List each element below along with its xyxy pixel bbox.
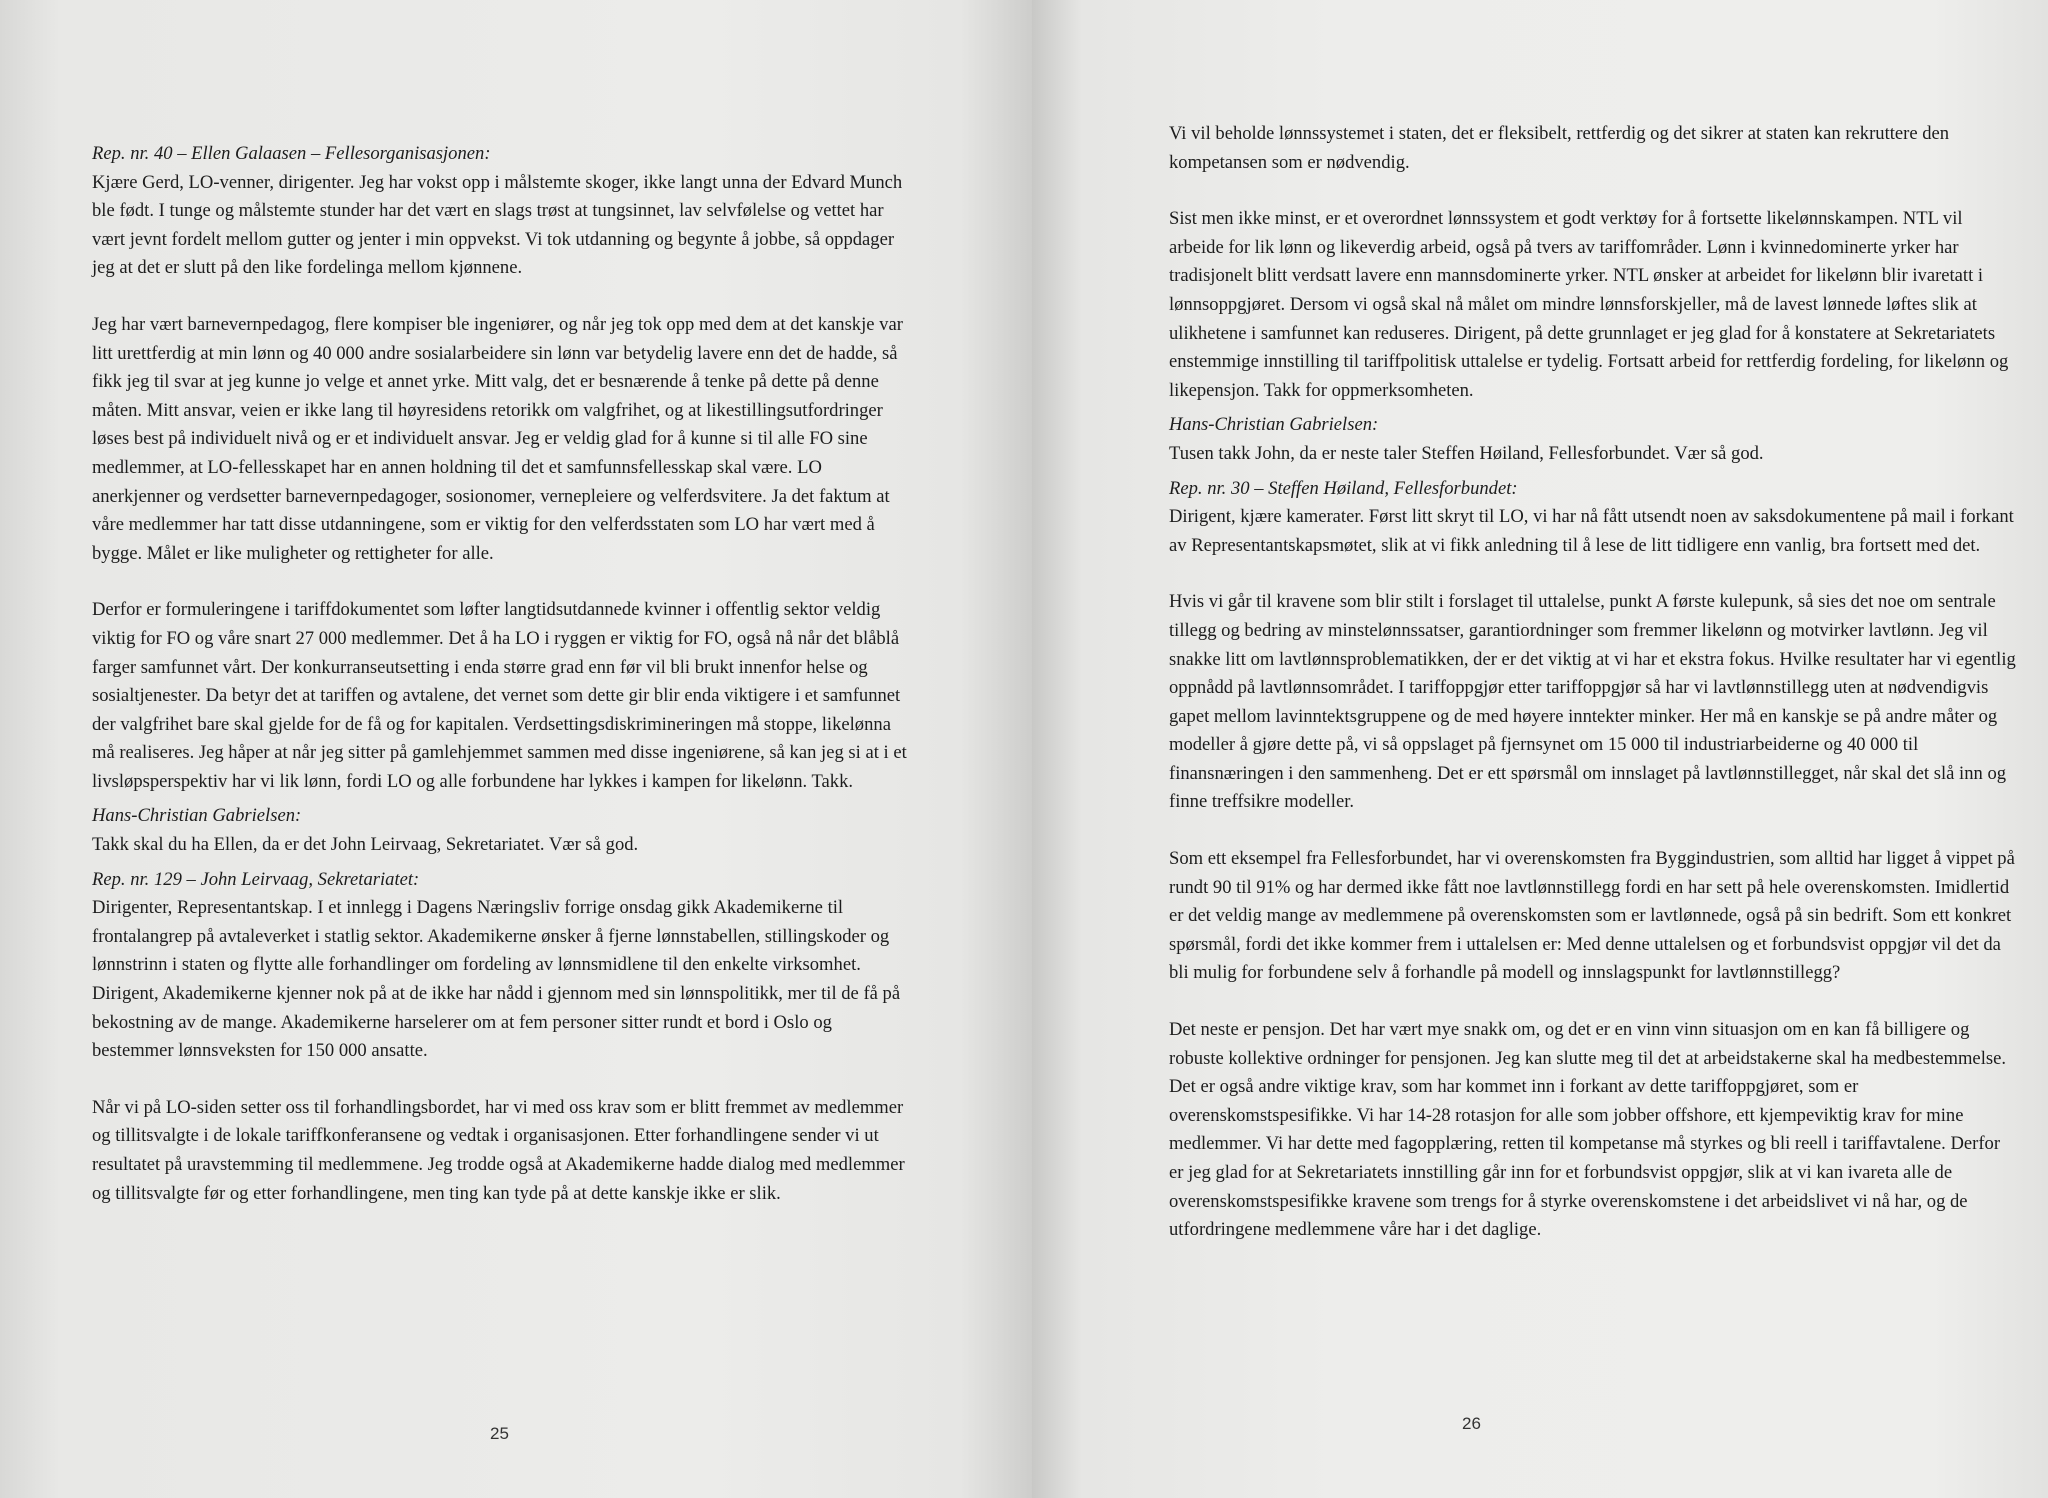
paragraph: Tusen takk John, da er neste taler Steffen Høiland, Fellesforbundet. Vær så god. bbox=[1169, 442, 1764, 464]
paragraph: Når vi på LO-siden setter oss til forhandlingsbordet, har vi med oss krav som er blitt fremmet av medlemmer og tillitsvalgte i de lokale tariffkonferansene og vedtak i organisasjonen. Etter forhandlingene sender vi ut resultatet på uravstemming til medlemmene. Jeg trodde også at Akademikerne hadde dialog med medlemmer og tillitsvalgte før og etter forhandlingene, men ting kan tyde på at dette kanskje ikke er slik. bbox=[92, 1096, 905, 1204]
paragraph: Som ett eksempel fra Fellesforbundet, har vi overenskomsten fra Byggindustrien, som alltid har ligget å vippet på rundt 90 til 91% og har dermed ikke fått noe lavtlønnstillegg fordi en har sett på hele overenskomsten. Imidlertid er det veldig mange av medlemmene på overenskomsten som er lavtlønnede, også på sin bedrift. Som ett konkret spørsmål, fordi det ikke kommer frem i uttalelsen er: Med denne uttalelsen og et forbundsvist oppgjør vil det da bli mulig for forbundene selv å forhandle på modell og innslagspunkt for lavtlønnstillegg? bbox=[1169, 848, 2015, 984]
page-number: 25 bbox=[490, 1424, 509, 1443]
page-number: 26 bbox=[1462, 1414, 1481, 1433]
speaker-heading: Rep. nr. 40 – Ellen Galaasen – Fellesorganisasjonen: bbox=[92, 143, 491, 164]
paragraph: Kjære Gerd, LO-venner, dirigenter. Jeg har vokst opp i målstemte skoger, ikke langt unna der Edvard Munch ble født. I tunge og målstemte stunder har det vært en slags trøst at tungsinnet, lav selvfølelse og vettet har vært jevnt fordelt mellom gutter og jenter i min oppvekst. Vi tok utdanning og begynte å jobbe, så oppdager jeg at det er slutt på den like fordelinga mellom kjønnene. bbox=[92, 171, 903, 279]
paragraph: Takk skal du ha Ellen, da er det John Leirvaag, Sekretariatet. Vær så god. bbox=[92, 834, 639, 856]
speaker-heading: Hans-Christian Gabrielsen: bbox=[92, 805, 302, 827]
right-page-text bbox=[1169, 120, 2019, 1273]
paragraph: Dirigenter, Representantskap. I et innlegg i Dagens Næringsliv forrige onsdag gikk Akademikerne til frontalangrep på avtaleverket i statlig sektor. Akademikerne ønsker å fjerne lønnstabellen, stillingskoder og lønnstrinn i staten og flytte alle forhandlinger om fordeling av lønnsmidlene til den enkelte virksomhet. Dirigent, Akademikerne kjenner nok på at de ikke har nådd i gjennom med sin lønnspolitikk, mer til de få på bekostning av de mange. Akademikerne harselerer om at fem personer sitter rundt et bord i Oslo og bestemmer lønnsveksten for 150 000 ansatte. bbox=[92, 897, 901, 1062]
paragraph: Hvis vi går til kravene som blir stilt i forslaget til uttalelse, punkt A første kulepunk, så sies det noe om sentrale tillegg og bedring av minstelønnssatser, garantiordninger som fremmer likelønn og motvirker lavtlønn. Jeg vil snakke litt om lavtlønnsproblematikken, der er det viktig at vi har et ekstra fokus. Hvilke resultater har vi egentlig oppnådd på lavtlønnsområdet. I tariffoppgjør etter tariffoppgjør så har vi lavtlønnstillegg uten at nødvendigvis gapet mellom lavinntektsgruppene og de med høyere inntekter minker. Her må en kanskje se på andre måter og modeller å gjøre dette på, vi så oppslaget på fjernsynet om 15 000 til industriarbeiderne og 40 000 til finansnæringen i den sammenheng. Det er ett spørsmål om innslaget på lavtlønnstillegget, når skal det slå inn og finne treffsikre modeller. bbox=[1169, 591, 2016, 813]
speaker-heading: Rep. nr. 30 – Steffen Høiland, Fellesforbundet: bbox=[1169, 477, 1518, 499]
paragraph: Dirigent, kjære kamerater. Først litt skryt til LO, vi har nå fått utsendt noen av saksdokumentene på mail i forkant av Representantskapsmøtet, slik at vi fikk anledning til å lese de litt tidligere enn vanlig, bra fortsett med det. bbox=[1169, 506, 2014, 556]
paragraph: Det neste er pensjon. Det har vært mye snakk om, og det er en vinn vinn situasjon om en kan få billigere og robuste kollektive ordninger for pensjonen. Jeg kan slutte meg til det at arbeidstakerne skal ha medbestemmelse. Det er også andre viktige krav, som har kommet inn i forkant av dette tariffoppgjøret, som er overenskomstspesifikke. Vi har 14-28 rotasjon for alle som jobber offshore, ett kjempeviktig krav for mine medlemmer. Vi har dette med fagopplæring, retten til kompetanse må styrkes og bli reell i tariffavtalene. Derfor er jeg glad for at Sekretariatets innstilling går inn for et forbundsvist oppgjør, slik at vi kan ivareta alle de overenskomstspesifikke kravene som trengs for å styrke overenskomstene i det arbeidslivet vi nå har, og de utfordringene medlemmene våre har i det daglige. bbox=[1169, 1019, 2006, 1241]
paragraph: Jeg har vært barnevernpedagog, flere kompiser ble ingeniører, og når jeg tok opp med dem at det kanskje var litt urettferdig at min lønn og 40 000 andre sosialarbeidere sin lønn var betydelig lavere enn det de hadde, så fikk jeg til svar at jeg kunne jo velge et annet yrke. Mitt valg, det er besnærende å tenke på dette på denne måten. Mitt ansvar, veien er ikke lang til høyresidens retorikk om valgfrihet, og at likestillingsutfordringer løses best på individuelt nivå og er et individuelt ansvar. Jeg er veldig glad for å kunne si til alle FO sine medlemmer, at LO-fellesskapet har en annen holdning til det et samfunnsfellesskap skal være. LO anerkjenner og verdsetter barnevernpedagoger, sosionomer, vernepleiere og velferdsvitere. Ja det faktum at våre medlemmer har tatt disse utdanningene, som er viktig for den velferdsstaten som LO har vært med å bygge. Målet er like muligheter og rettigheter for alle. bbox=[92, 313, 903, 564]
speaker-heading: Hans-Christian Gabrielsen: bbox=[1169, 414, 1379, 436]
speaker-heading: Rep. nr. 129 – John Leirvaag, Sekretariatet: bbox=[92, 868, 420, 890]
left-page-text bbox=[92, 140, 912, 1236]
paragraph: Derfor er formuleringene i tariffdokumentet som løfter langtidsutdannede kvinner i offentlig sektor veldig viktig for FO og våre snart 27 000 medlemmer. Det å ha LO i ryggen er viktig for FO, også nå når det blåblå farger samfunnet vårt. Der konkurranseutsetting i enda større grad enn før vil bli brukt innenfor helse og sosialtjenester. Da betyr det at tariffen og avtalene, det vernet som dette gir blir enda viktigere i et samfunnet der valgfrihet bare skal gjelde for de få og for kapitalen. Verdsettingsdiskrimineringen må stoppe, likelønna må realiseres. Jeg håper at når jeg sitter på gamlehjemmet sammen med disse ingeniørene, så kan jeg si at i et livsløpsperspektiv har vi lik lønn, fordi LO og alle forbundene har lykkes i kampen for likelønn. Takk. bbox=[92, 599, 907, 792]
paragraph: Vi vil beholde lønnssystemet i staten, det er fleksibelt, rettferdig og det sikrer at staten kan rekruttere den kompetansen som er nødvendig. bbox=[1169, 123, 1950, 173]
right-page bbox=[1032, 0, 2048, 1498]
paragraph: Sist men ikke minst, er et overordnet lønnssystem et godt verktøy for å fortsette likelønnskampen. NTL vil arbeide for lik lønn og likeverdig arbeid, også på tvers av tariffområder. Lønn i kvinnedominerte yrker har tradisjonelt blitt verdsatt lavere enn mannsdominerte yrker. NTL ønsker at arbeidet for likelønn blir ivaretatt i lønnsoppgjøret. Dersom vi også skal nå målet om mindre lønnsforskjeller, må de lavest lønnede løftes slik at ulikhetene i samfunnet kan reduseres. Dirigent, på dette grunnlaget er jeg glad for å konstatere at Sekretariatets enstemmige innstilling til tariffpolitisk uttalelse er tydelig. Fortsatt arbeid for rettferdig fordeling, for likelønn og likepensjon. Takk for oppmerksomheten. bbox=[1169, 208, 2009, 401]
